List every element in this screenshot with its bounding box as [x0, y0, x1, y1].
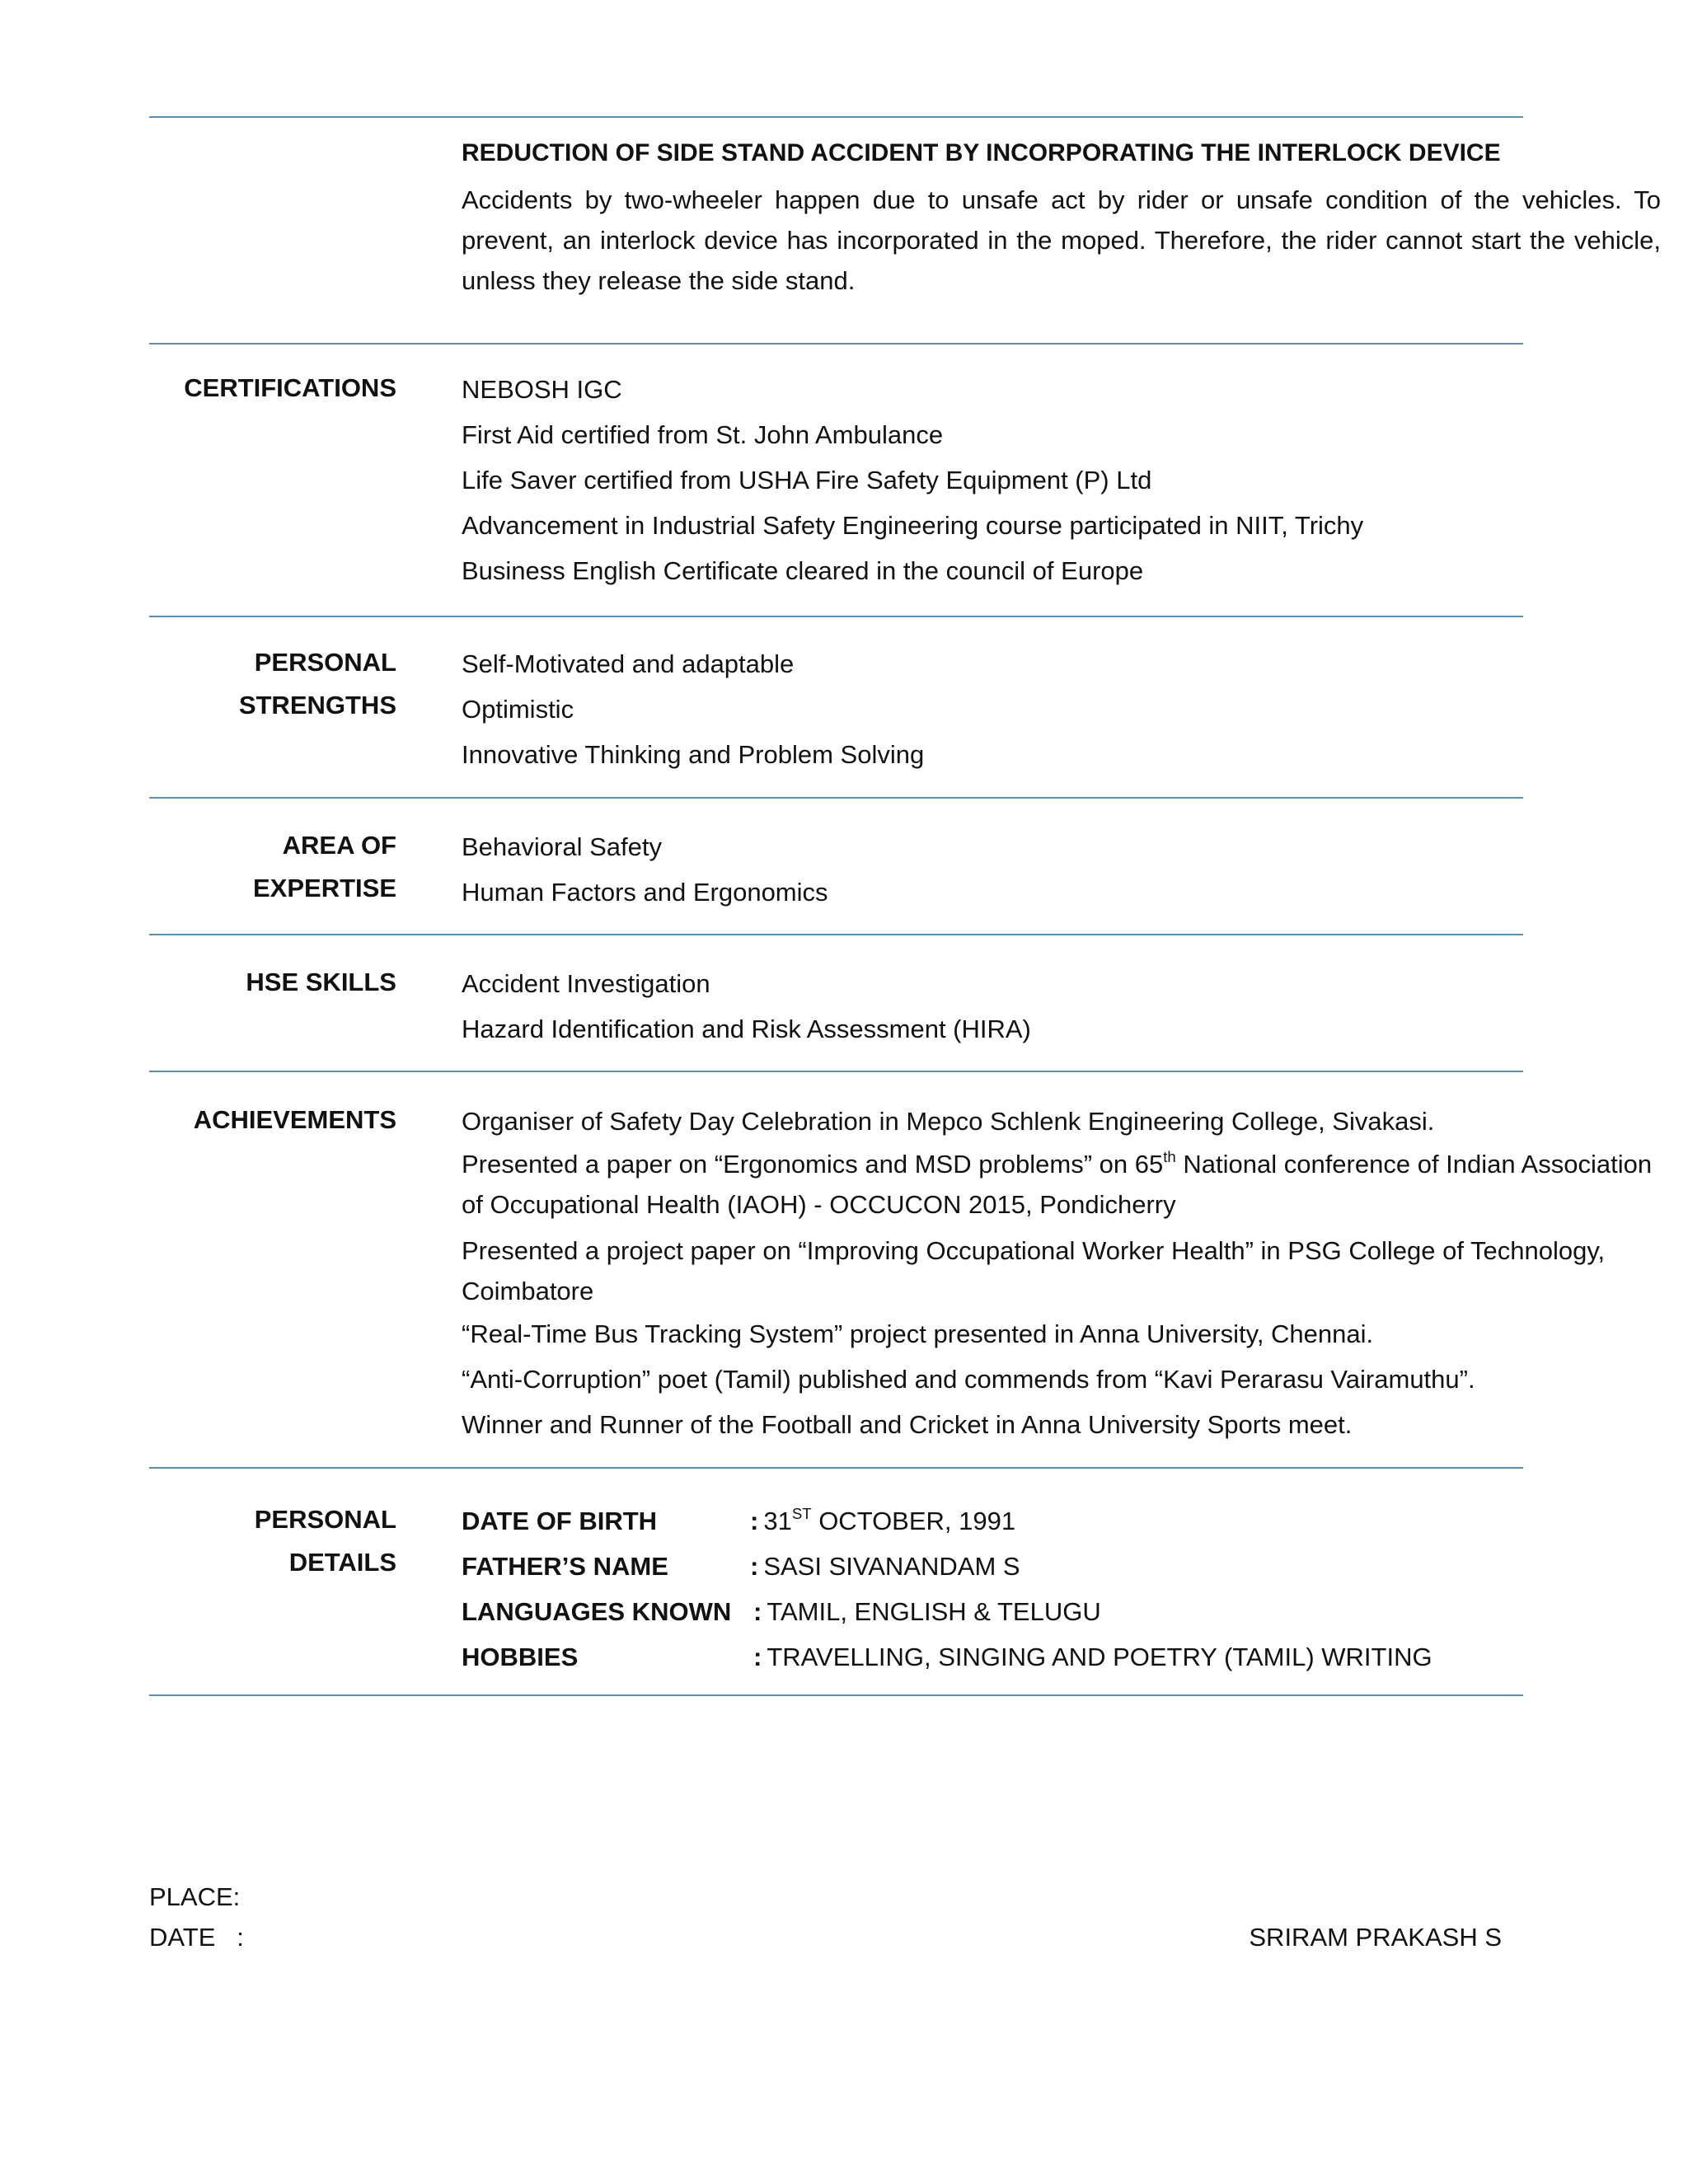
separator-colon: :: [750, 1507, 759, 1535]
hobbies-value: TRAVELLING, SINGING AND POETRY (TAMIL) WRITING: [767, 1643, 1432, 1671]
spacer: [462, 1225, 1661, 1230]
expertise-list: [462, 824, 1661, 915]
strengths-heading: PERSONAL STRENGTHS: [238, 648, 396, 719]
list-item: [462, 1144, 1661, 1225]
expertise-heading: AREA OF EXPERTISE: [253, 831, 396, 902]
list-item: Organiser of Safety Day Celebration in Mepco Schlenk Engineering College, Sivakasi.: [462, 1107, 1435, 1136]
list-item: Business English Certificate cleared in the council of Europe: [462, 556, 1144, 585]
divider-after-achievements: [149, 1467, 1523, 1469]
divider-after-hse: [149, 1071, 1523, 1072]
strengths-list: [462, 641, 1661, 777]
separator-colon: :: [753, 1643, 762, 1671]
separator-colon: :: [750, 1552, 759, 1581]
hobbies-label: HOBBIES: [462, 1643, 579, 1671]
detail-row-father: [462, 1544, 1661, 1589]
detail-row-dob: [462, 1498, 1661, 1544]
list-item: Behavioral Safety: [462, 832, 662, 861]
hse-list: [462, 961, 1661, 1052]
list-item: Innovative Thinking and Problem Solving: [462, 740, 925, 769]
list-item: Optimistic: [462, 695, 574, 724]
divider-after-expertise: [149, 934, 1523, 935]
personal-details-table: [462, 1498, 1661, 1680]
achievement-2-text-end: National conference of Indian Association of Occupational Health (IAOH) - OCCUCON 2015, Pondicherry: [462, 1150, 1653, 1219]
achievements-list: [462, 1099, 1661, 1447]
signature-name: SRIRAM PRAKASH S: [1249, 1923, 1502, 1952]
languages-value: TAMIL, ENGLISH & TELUGU: [767, 1597, 1101, 1626]
father-name-value: SASI SIVANANDAM S: [763, 1552, 1020, 1581]
dob-month-year: OCTOBER, 1991: [811, 1507, 1016, 1535]
list-item: Accident Investigation: [462, 969, 710, 998]
project-title: REDUCTION OF SIDE STAND ACCIDENT BY INCORPORATING THE INTERLOCK DEVICE: [462, 139, 1501, 166]
achievement-2-text-start: Presented a paper on “Ergonomics and MSD problems” on 65: [462, 1150, 1164, 1179]
list-item: Human Factors and Ergonomics: [462, 878, 828, 907]
list-item: Self-Motivated and adaptable: [462, 649, 795, 678]
detail-row-languages: [462, 1589, 1661, 1634]
project-content: [462, 137, 1661, 301]
list-item: “Real-Time Bus Tracking System” project presented in Anna University, Chennai.: [462, 1319, 1374, 1348]
certifications-heading: CERTIFICATIONS: [184, 373, 396, 402]
list-item: “Anti-Corruption” poet (Tamil) published and commends from “Kavi Perarasu Vairamuthu”.: [462, 1365, 1475, 1394]
divider-bottom: [149, 1694, 1523, 1696]
dob-label: DATE OF BIRTH: [462, 1507, 658, 1535]
place-label: PLACE:: [149, 1882, 241, 1911]
list-item: Life Saver certified from USHA Fire Safety Equipment (P) Ltd: [462, 466, 1152, 494]
project-description: Accidents by two-wheeler happen due to unsafe act by rider or unsafe condition of the vehicles. To prevent, an interlock device has incorporated in the moped. Therefore, the rider cannot start the vehicle, unless they release the side stand.: [462, 185, 1661, 295]
list-item: Presented a project paper on “Improving Occupational Worker Health” in PSG College of Technology, Coimbatore: [462, 1236, 1606, 1305]
ordinal-suffix: th: [1163, 1147, 1176, 1165]
list-item: First Aid certified from St. John Ambulance: [462, 420, 944, 449]
list-item: Hazard Identification and Risk Assessment (HIRA): [462, 1015, 1031, 1043]
list-item: Advancement in Industrial Safety Engineering course participated in NIIT, Trichy: [462, 511, 1364, 540]
personal-details-heading: PERSONAL DETAILS: [254, 1505, 396, 1577]
date-label: DATE :: [149, 1923, 244, 1952]
separator-colon: :: [753, 1597, 762, 1626]
certifications-list: [462, 367, 1661, 593]
detail-row-hobbies: [462, 1634, 1661, 1680]
languages-label: LANGUAGES KNOWN: [462, 1597, 732, 1626]
list-item: NEBOSH IGC: [462, 375, 622, 404]
list-item: Winner and Runner of the Football and Cricket in Anna University Sports meet.: [462, 1410, 1353, 1439]
divider-after-certifications: [149, 616, 1523, 617]
father-name-label: FATHER’S NAME: [462, 1552, 668, 1581]
divider-top: [149, 116, 1523, 118]
hse-heading: HSE SKILLS: [246, 968, 396, 996]
ordinal-suffix: ST: [791, 1504, 812, 1522]
achievements-heading: ACHIEVEMENTS: [193, 1105, 396, 1134]
divider-after-strengths: [149, 797, 1523, 799]
dob-day: 31: [763, 1507, 792, 1535]
divider-after-project: [149, 343, 1523, 344]
